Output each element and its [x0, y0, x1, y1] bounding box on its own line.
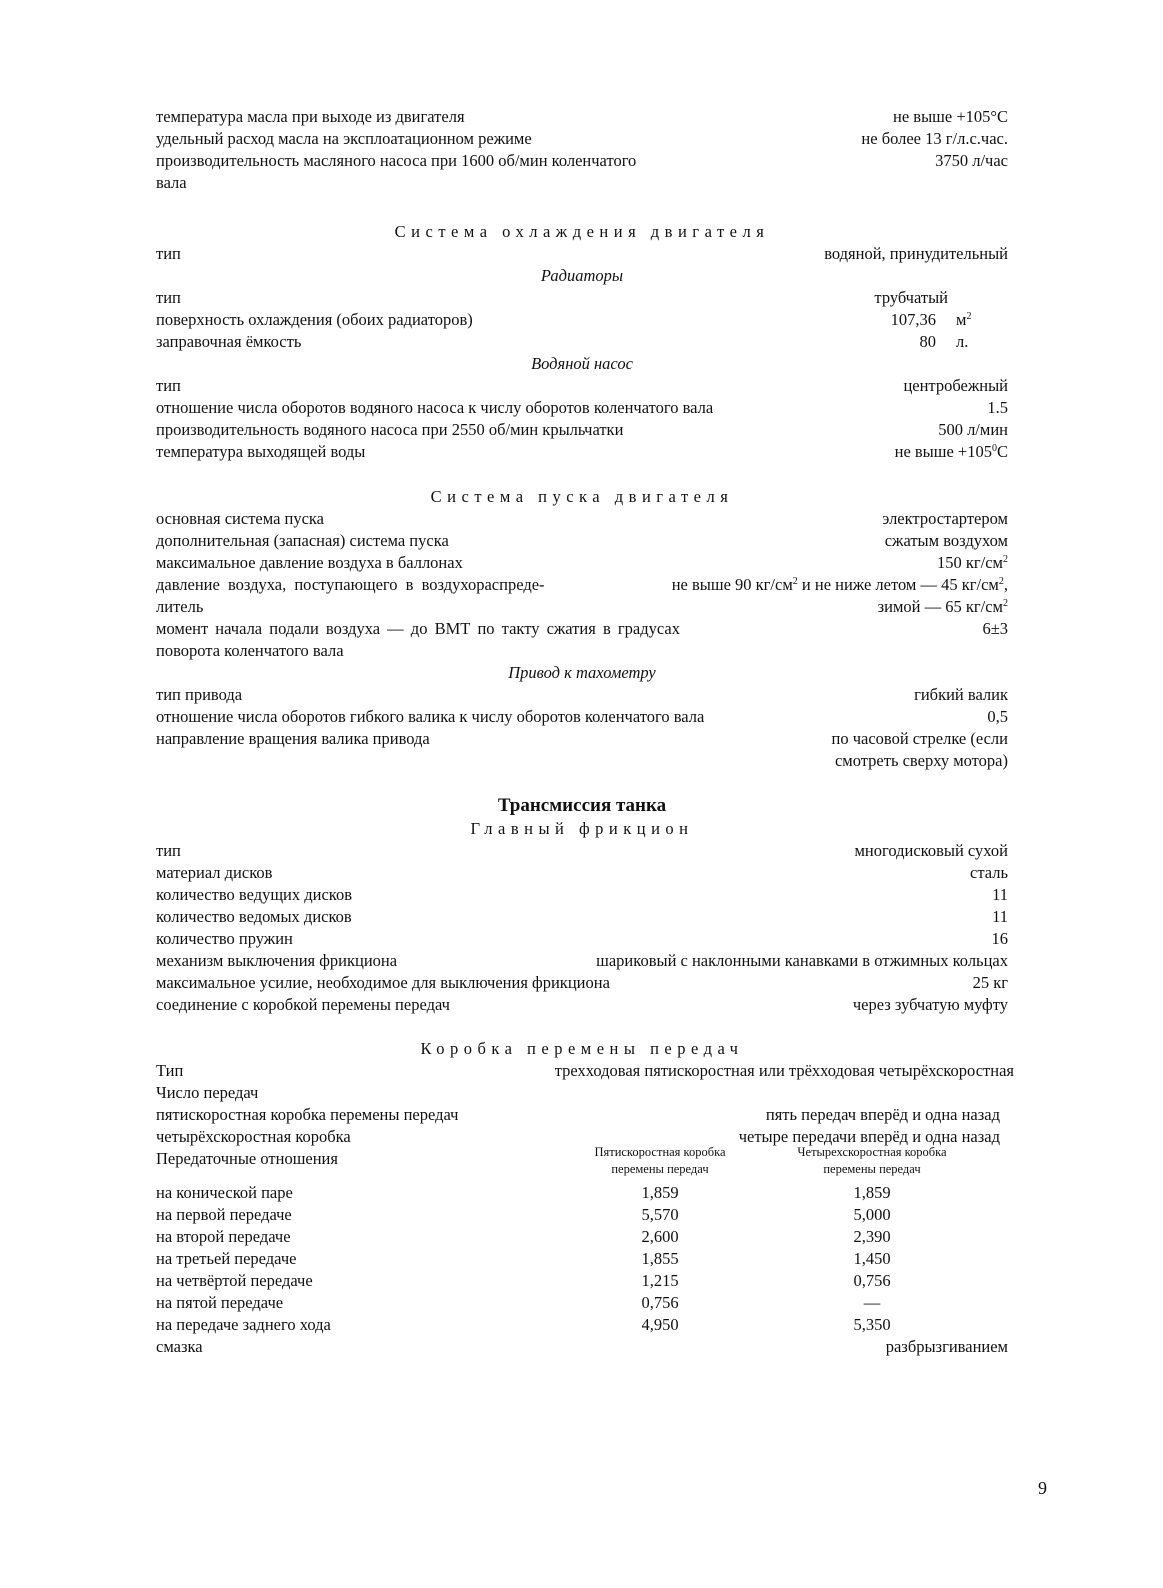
- row-label: поверхность охлаждения (обоих радиаторов): [156, 310, 473, 329]
- ratio-row: [156, 1204, 1008, 1226]
- row-label: удельный расход масла на эксплоатационном режиме: [156, 129, 532, 148]
- start-row: [156, 508, 1008, 530]
- oil-row: [156, 128, 1008, 150]
- row-label: Число передач: [156, 1083, 259, 1102]
- row-value: центробежный: [903, 376, 1008, 395]
- pump-row: [156, 375, 1008, 397]
- row-value: не выше 90 $кг/см^2$ и не ниже летом — 45 $кг/см^2$,: [671, 575, 1008, 594]
- clutch-row: [156, 928, 1008, 950]
- clutch-row: [156, 884, 1008, 906]
- clutch-row: [156, 906, 1008, 928]
- row-value: зимой — 65 $кг/см^2$: [877, 597, 1008, 616]
- ratio-row: [156, 1270, 1008, 1292]
- row-label: температура масла при выходе из двигателя: [156, 107, 465, 126]
- row-value: 16: [991, 929, 1008, 948]
- row-value: 25 кг: [972, 973, 1008, 992]
- ratio-five-speed: 1,859: [641, 1183, 679, 1202]
- oil-row: [156, 150, 1008, 172]
- row-label: направление вращения валика привода: [156, 729, 430, 748]
- ratio-row: [156, 1248, 1008, 1270]
- start-row: [156, 530, 1008, 552]
- ratio-row: [156, 1182, 1008, 1204]
- row-value: через зубчатую муфту: [852, 995, 1008, 1014]
- ratio-five-speed: 0,756: [641, 1293, 679, 1312]
- clutch-row: [156, 840, 1008, 862]
- row-value: гибкий валик: [914, 685, 1008, 704]
- row-unit: л.: [956, 332, 969, 351]
- row-label: дополнительная (запасная) система пуска: [156, 531, 449, 550]
- row-label: тип: [156, 244, 181, 263]
- row-label: производительность водяного насоса при 2550 об/мин крыльчатки: [156, 420, 624, 439]
- tacho-row: [156, 684, 1008, 706]
- row-label: момент начала подали воздуха — до ВМТ по такту сжатия в градусах: [156, 619, 680, 638]
- row-label: количество ведущих дисков: [156, 885, 353, 904]
- row-value: не более 13 г/л.с.час.: [861, 129, 1008, 148]
- row-value: 1.5: [987, 398, 1008, 417]
- row-label: соединение с коробкой перемены передач: [156, 995, 450, 1014]
- start-row: [156, 640, 1008, 662]
- ratio-five-speed: 5,570: [641, 1205, 679, 1224]
- ratio-label: на первой передаче: [156, 1205, 292, 1224]
- tacho-subtitle: Привод к тахометру: [508, 663, 656, 682]
- oil-row: [156, 106, 1008, 128]
- start-section-title: Система пуска двигателя: [430, 487, 734, 506]
- row-value: трехходовая пятискоростная или трёхходовая четырёхскоростная: [554, 1061, 1014, 1080]
- ratio-label: на четвёртой передаче: [156, 1271, 313, 1290]
- radiator-surface-row: [156, 309, 1008, 331]
- ratio-row: [156, 1226, 1008, 1248]
- ratio-five-speed: 2,600: [641, 1227, 679, 1246]
- ratio-label: на третьей передаче: [156, 1249, 297, 1268]
- row-label: количество ведомых дисков: [156, 907, 352, 926]
- row-label: четырёхскоростная коробка: [156, 1127, 351, 1146]
- row-label: поворота коленчатого вала: [156, 641, 344, 660]
- row-value: сталь: [970, 863, 1008, 882]
- ratio-four-speed: 5,000: [853, 1205, 891, 1224]
- pump-row: [156, 397, 1008, 419]
- row-value: смотреть сверху мотора): [834, 751, 1008, 770]
- tacho-row: [156, 728, 1008, 750]
- row-label: тип: [156, 841, 181, 860]
- oil-row: [156, 172, 1008, 194]
- radiators-subtitle: Радиаторы: [540, 266, 624, 285]
- ratio-five-speed: 1,855: [641, 1249, 679, 1268]
- radiator-type-row: [156, 287, 1008, 309]
- row-label: количество пружин: [156, 929, 293, 948]
- row-label: тип: [156, 376, 181, 395]
- row-value: 500 л/мин: [938, 420, 1008, 439]
- pump-row: [156, 441, 1008, 463]
- row-label: тип: [156, 288, 181, 307]
- row-value: 107,36: [890, 310, 936, 329]
- row-label: механизм выключения фрикциона: [156, 951, 398, 970]
- row-label: максимальное давление воздуха в баллонах: [156, 553, 463, 572]
- gearbox-row: [156, 1104, 1008, 1126]
- row-value: разбрызгиванием: [885, 1337, 1008, 1356]
- row-value: пять передач вперёд и одна назад: [765, 1105, 1000, 1124]
- row-value: четыре передачи вперёд и одна назад: [738, 1127, 1000, 1146]
- water-pump-subtitle: Водяной насос: [531, 354, 633, 373]
- row-label: давление воздуха, поступающего в воздухораспреде-: [156, 575, 545, 594]
- start-row: [156, 596, 1008, 618]
- row-label: материал дисков: [156, 863, 273, 882]
- row-label: основная система пуска: [156, 509, 325, 528]
- page-number: 9: [1038, 1478, 1047, 1498]
- ratio-label: на второй передаче: [156, 1227, 291, 1246]
- row-label: отношение числа оборотов водяного насоса к числу оборотов коленчатого вала: [156, 398, 714, 417]
- row-unit: $м^2$: [956, 310, 972, 329]
- start-row: [156, 574, 1008, 596]
- row-label: Передаточные отношения: [156, 1149, 338, 1168]
- clutch-row: [156, 972, 1008, 994]
- row-label: смазка: [156, 1337, 203, 1356]
- ratio-label: на пятой передаче: [156, 1293, 284, 1312]
- gearbox-row: [156, 1336, 1008, 1358]
- row-label: литель: [156, 597, 204, 616]
- clutch-row: [156, 950, 1008, 972]
- row-value: 80: [919, 332, 936, 351]
- row-value: 3750 л/час: [935, 151, 1008, 170]
- ratio-row: [156, 1314, 1008, 1336]
- row-value: сжатым воздухом: [884, 531, 1008, 550]
- row-value: не выше $+105^0С$: [894, 442, 1008, 461]
- gearbox-section-title: Коробка перемены передач: [420, 1039, 744, 1058]
- ratio-four-speed: 2,390: [853, 1227, 891, 1246]
- row-label: производительность масляного насоса при 1600 об/мин коленчатого: [156, 151, 637, 170]
- clutch-row: [156, 994, 1008, 1016]
- clutch-row: [156, 862, 1008, 884]
- ratio-four-speed: 5,350: [853, 1315, 891, 1334]
- ratio-five-speed: 4,950: [641, 1315, 679, 1334]
- four-speed-column-header: Четырехскоростная коробка перемены передач: [797, 1145, 947, 1176]
- row-value: многодисковый сухой: [854, 841, 1008, 860]
- ratio-label: на передаче заднего хода: [156, 1315, 331, 1334]
- tacho-row: [156, 706, 1008, 728]
- cooling-type-row: [156, 243, 1008, 265]
- row-value: по часовой стрелке (если: [831, 729, 1008, 748]
- row-value: 11: [992, 907, 1008, 926]
- row-value: не выше +105°С: [893, 107, 1008, 126]
- row-value: 0,5: [987, 707, 1008, 726]
- row-value: 11: [992, 885, 1008, 904]
- row-label: тип привода: [156, 685, 243, 704]
- row-label: заправочная ёмкость: [156, 332, 302, 351]
- transmission-title: Трансмиссия танка: [497, 795, 667, 816]
- row-value: шариковый с наклонными канавками в отжимных кольцах: [596, 951, 1008, 970]
- ratio-label: на конической паре: [156, 1183, 293, 1202]
- ratio-four-speed: —: [863, 1293, 881, 1312]
- pump-row: [156, 419, 1008, 441]
- row-label: отношение числа оборотов гибкого валика к числу оборотов коленчатого вала: [156, 707, 705, 726]
- ratio-four-speed: 0,756: [853, 1271, 891, 1290]
- row-value: 150 $кг/см^2$: [936, 553, 1008, 572]
- row-label: Тип: [156, 1061, 184, 1080]
- start-row: [156, 618, 1008, 640]
- clutch-section-title: Главный фрикцион: [470, 819, 694, 838]
- row-value: 6±3: [982, 619, 1008, 638]
- gearbox-row: [156, 1082, 1008, 1104]
- row-label: вала: [156, 173, 187, 192]
- ratio-five-speed: 1,215: [641, 1271, 679, 1290]
- cooling-section-title: Система охлаждения двигателя: [394, 222, 770, 241]
- row-value: трубчатый: [874, 288, 948, 307]
- ratio-four-speed: 1,859: [853, 1183, 891, 1202]
- gearbox-row: [156, 1060, 1014, 1082]
- row-value: электростартером: [882, 509, 1008, 528]
- row-label: максимальное усилие, необходимое для выключения фрикциона: [156, 973, 610, 992]
- row-label: температура выходящей воды: [156, 442, 366, 461]
- row-label: пятискоростная коробка перемены передач: [156, 1105, 459, 1124]
- tacho-row: [156, 750, 1008, 772]
- row-value: водяной, принудительный: [824, 244, 1008, 263]
- radiator-capacity-row: [156, 331, 1008, 353]
- start-row: [156, 552, 1008, 574]
- ratio-row: [156, 1292, 1008, 1314]
- ratio-four-speed: 1,450: [853, 1249, 891, 1268]
- five-speed-column-header: Пятискоростная коробка перемены передач: [594, 1145, 726, 1176]
